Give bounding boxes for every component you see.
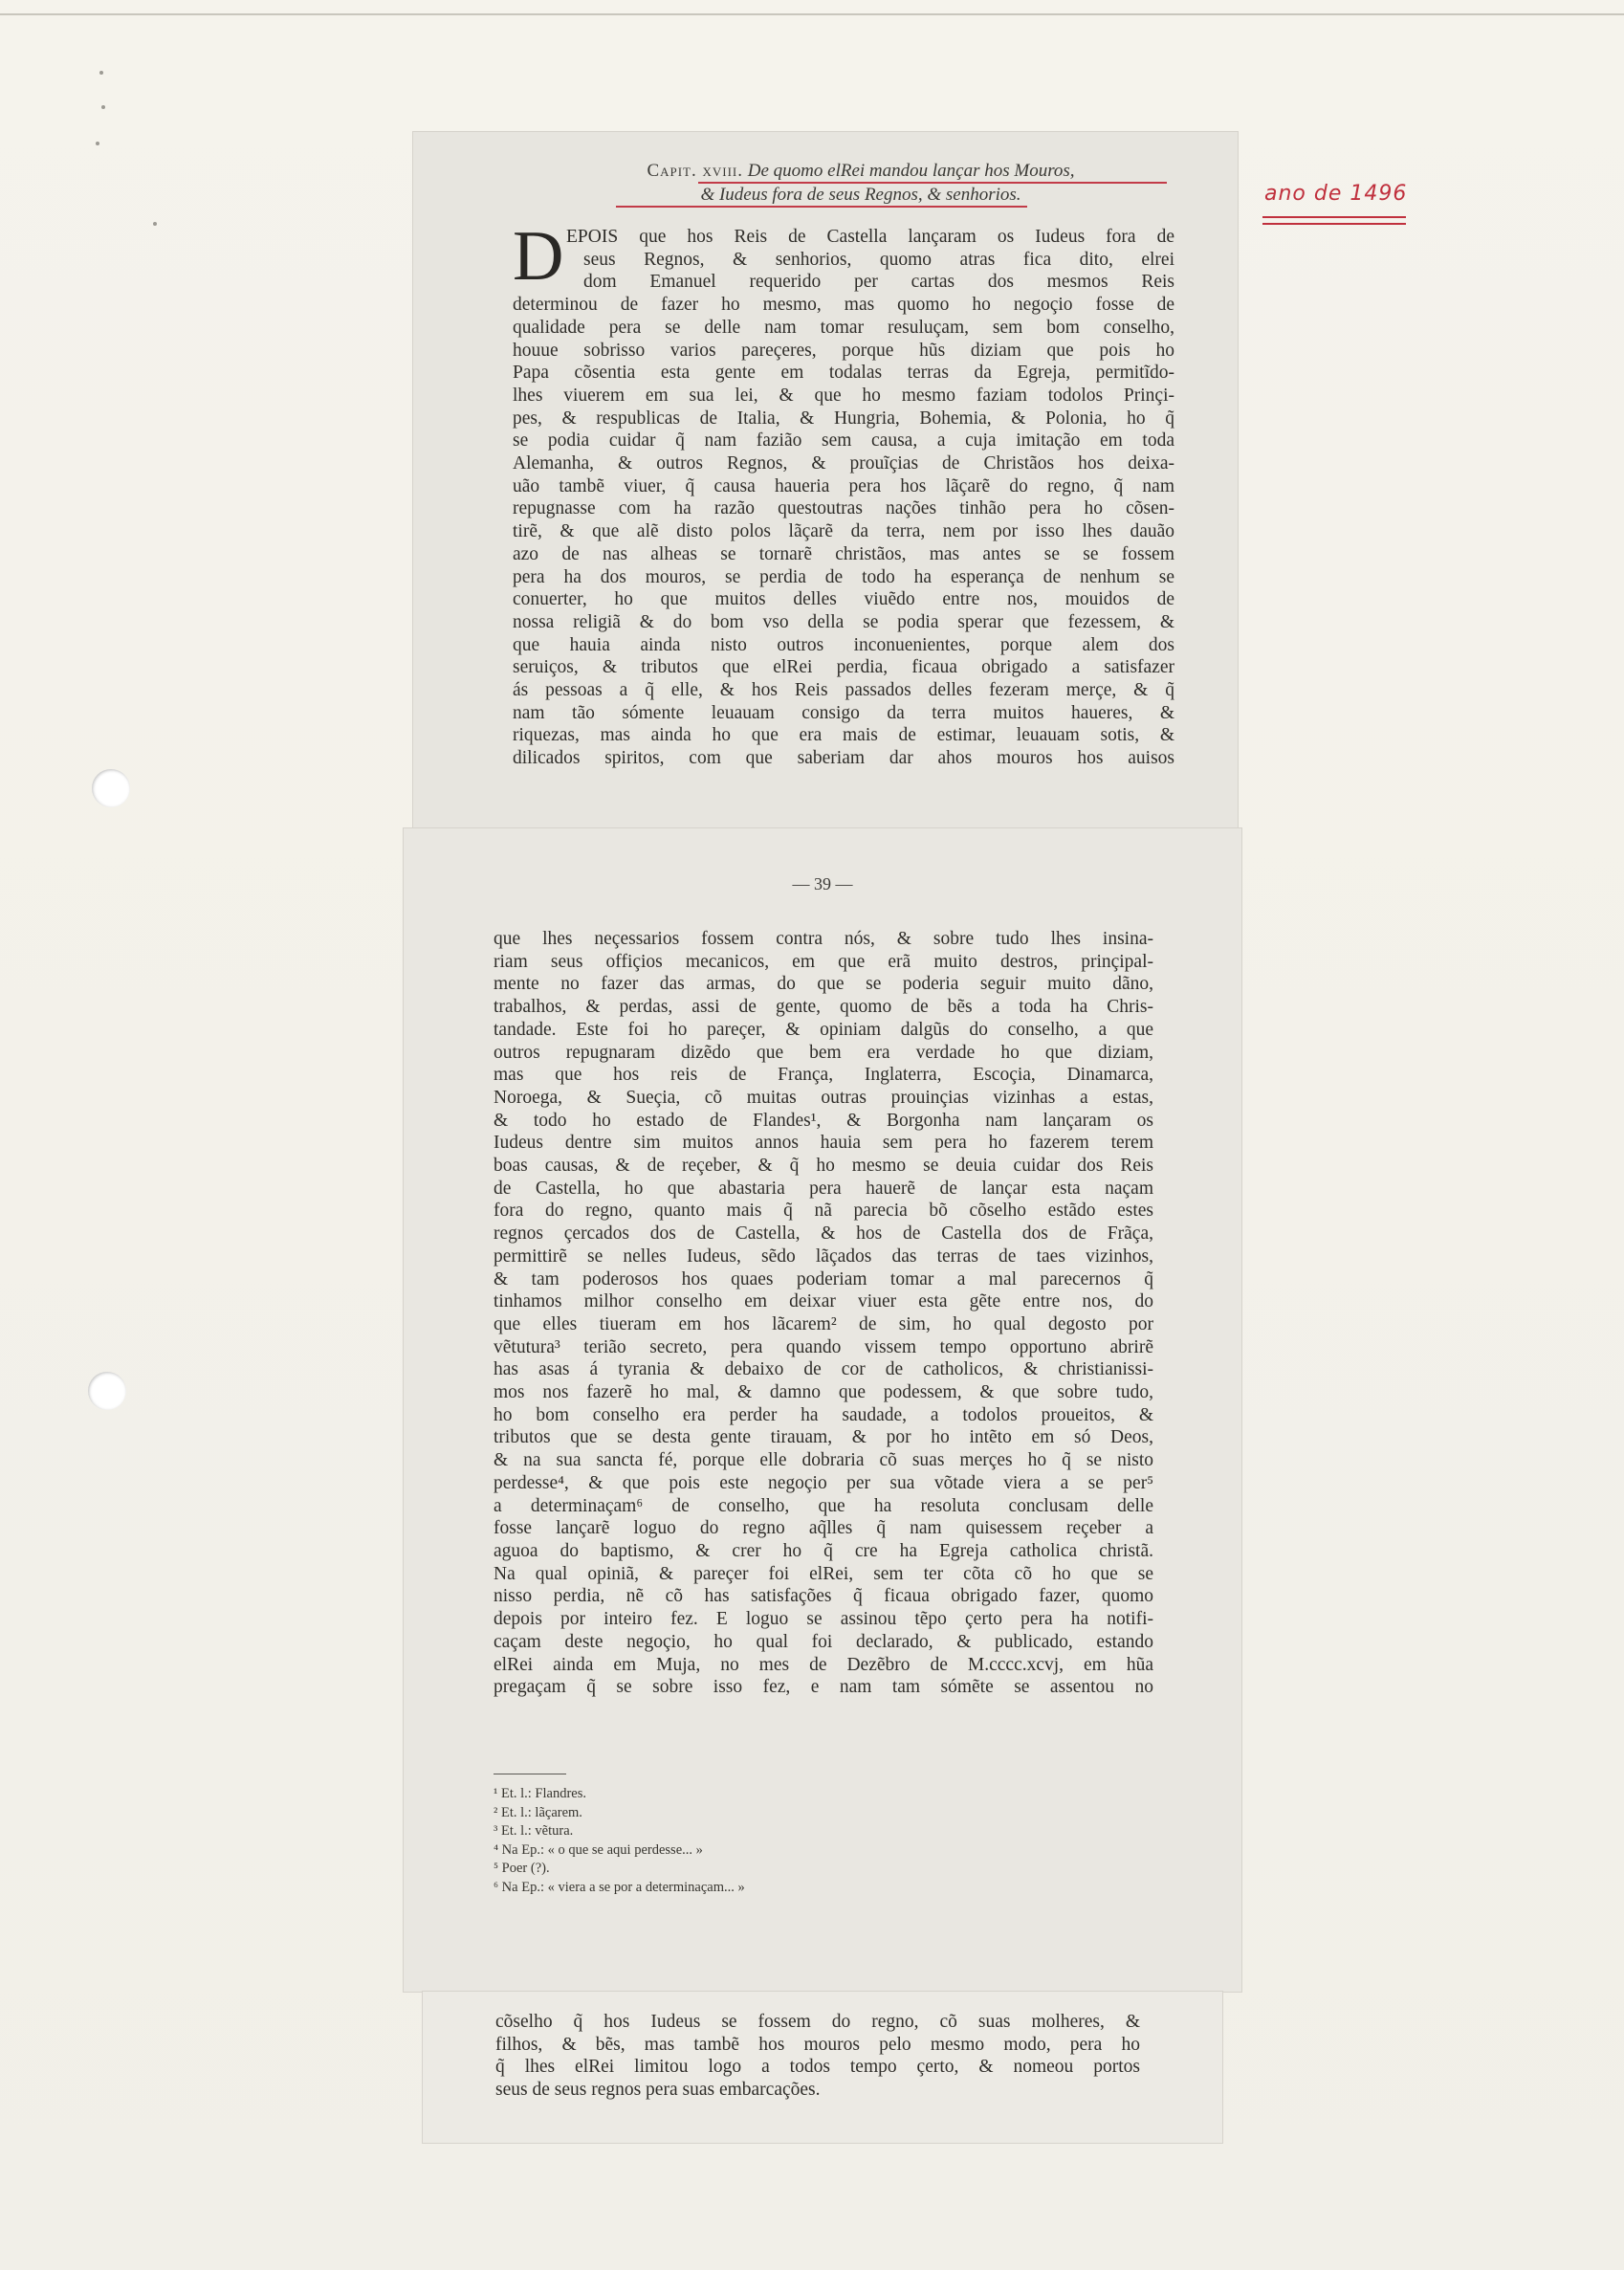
text-line: pregaçam q̃ se sobre isso fez, e nam tam sómẽte se assentou no — [494, 1677, 1153, 1698]
text-line: Na qual opiniã, & pareçer foi elRei, sem ter cõta cõ ho que se — [494, 1563, 1153, 1584]
text-line: Papa cõsentia esta gente em todalas terras da Egreja, permitĩdo- — [513, 363, 1174, 384]
text-line: tandade. Este foi ho pareçer, & opiniam dalgũs do conselho, a que — [494, 1019, 1153, 1040]
text-line: trabalhos, & perdas, assi de gente, quomo de bẽs a toda ha Chris- — [494, 997, 1153, 1018]
punch-hole — [88, 1372, 126, 1410]
text-line: fosse lançarẽ loguo do regno aq̃lles q̃ nam quisessem reçeber a — [494, 1518, 1153, 1539]
paper-speck — [99, 71, 103, 75]
text-line: vẽtutura³ terião secreto, pera quando vissem tempo opportuno abrirẽ — [494, 1336, 1153, 1357]
text-line: a determinaçam⁶ de conselho, que ha resoluta conclusam delle — [494, 1495, 1153, 1516]
chapter-label: Capit. xviii. — [647, 161, 744, 181]
text-line: Iudeus dentre sim muitos annos hauia sem pera ho fazerem terem — [494, 1133, 1153, 1154]
text-line: se podia cuidar q̃ nam fazião sem causa, a cuja imitação em toda — [513, 430, 1174, 452]
text-block-2 — [494, 928, 1153, 1699]
text-line: fora do regno, quanto mais q̃ nã parecia bõ cõselho estãdo estes — [494, 1201, 1153, 1222]
text-line: Noroega, & Sueçia, cõ muitas outras prouinçias vizinhas a estas, — [494, 1087, 1153, 1108]
footnote: ³ Et. l.: vẽtura. — [494, 1823, 574, 1839]
text-line: filhos, & bẽs, mas tambẽ hos mouros pelo mesmo modo, pera ho — [495, 2034, 1140, 2055]
text-line: nossa religiã & do bom vso della se podia sperar que fezessem, & — [513, 611, 1174, 632]
chapter-title-line-1: De quomo elRei mandou lançar hos Mouros, — [747, 161, 1075, 181]
text-line: outros repugnaram dizẽdo que bem era verdade ho que diziam, — [494, 1042, 1153, 1063]
text-line: seus Regnos, & senhorios, quomo atras fica dito, elrei — [583, 249, 1174, 270]
text-line: elRei ainda em Muja, no mes de Dezẽbro de M.cccc.xcvj, em hũa — [494, 1654, 1153, 1675]
chapter-title-line-2: & Iudeus fora de seus Regnos, & senhorios. — [700, 185, 1021, 205]
text-line: caçam deste negoçio, ho qual foi declarado, & publicado, estando — [494, 1631, 1153, 1652]
paper-speck — [153, 222, 157, 226]
text-line: pes, & respublicas de Italia, & Hungria, Bohemia, & Polonia, ho q̃ — [513, 408, 1174, 429]
footnote: ⁵ Poer (?). — [494, 1861, 550, 1876]
text-line: lhes viuerem em sua lei, & que ho mesmo faziam todolos Prinçi- — [513, 385, 1174, 406]
text-line: mente no fazer das armas, do que se poderia seguir muito dãno, — [494, 974, 1153, 995]
text-line: repugnasse com ha razão questoutras nações tinhão pera ho cõsen- — [513, 498, 1174, 519]
title-underline — [616, 206, 1027, 208]
chapter-heading — [555, 159, 1167, 207]
text-line: EPOIS que hos Reis de Castella lançaram os Iudeus fora de — [566, 227, 1174, 247]
text-line: tinhamos milhor conselho em deixar viuer esta gẽte entre nos, do — [494, 1291, 1153, 1312]
footnotes — [494, 1785, 972, 1897]
text-line: riam seus offiçios mecanicos, em que erã muito destros, prinçipal- — [494, 951, 1153, 972]
text-line: mos nos fazerẽ ho mal, & damno que podessem, & que sobre tudo, — [494, 1382, 1153, 1403]
text-line: ho bom conselho era perder ha saudade, a todolos proueitos, & — [494, 1404, 1153, 1425]
text-line: dilicados spiritos, com que saberiam dar ahos mouros hos auisos — [513, 748, 1174, 769]
paper-speck — [101, 105, 105, 109]
text-line: cõselho q̃ hos Iudeus se fossem do regno, cõ suas molheres, & — [495, 2012, 1140, 2032]
footnote: ¹ Et. l.: Flandres. — [494, 1786, 586, 1801]
text-line: azo de nas alheas se tornarẽ christãos, mas antes se se fossem — [513, 543, 1174, 564]
text-line: nam tão sómente leuauam consigo da terra muitos haueres, & — [513, 702, 1174, 723]
text-line: q̃ lhes elRei limitou logo a todos tempo çerto, & nomeou portos — [495, 2057, 1140, 2078]
footnote: ⁴ Na Ep.: « o que se aqui perdesse... » — [494, 1841, 703, 1858]
paper-speck — [96, 142, 99, 145]
text-line: dom Emanuel requerido per cartas dos mesmos Reis — [583, 272, 1174, 293]
punch-hole — [92, 769, 130, 807]
text-line: tributos que se desta gente tirauam, & por ho intẽto em só Deos, — [494, 1427, 1153, 1448]
text-line: mas que hos reis de França, Inglaterra, Escoçia, Dinamarca, — [494, 1065, 1153, 1086]
text-line: qualidade pera se delle nam tomar resuluçam, sem bom conselho, — [513, 317, 1174, 338]
text-line: nisso perdia, nẽ cõ has satisfações q̃ ficaua obrigado fazer, quomo — [494, 1586, 1153, 1607]
text-block-1 — [513, 217, 1174, 770]
footnote: ⁶ Na Ep.: « viera a se por a determinaçam... » — [494, 1879, 745, 1895]
text-line: boas causas, & de reçeber, & q̃ ho mesmo se deuia cuidar dos Reis — [494, 1156, 1153, 1177]
text-line: ás pessoas a q̃ elle, & hos Reis passados delles fezeram merçe, & q̃ — [513, 680, 1174, 701]
clipping-bottom — [423, 1992, 1222, 2143]
annotation-underline — [1262, 223, 1406, 225]
text-line: & na sua sancta fé, porque elle dobraria cõ suas merçes ho q̃ se nisto — [494, 1450, 1153, 1471]
annotation-underline — [1262, 216, 1406, 218]
text-line: & todo ho estado de Flandes¹, & Borgonha nam lançaram os — [494, 1110, 1153, 1131]
text-line: regnos çercados dos de Castella, & hos de Castella dos de Frãça, — [494, 1223, 1153, 1245]
text-line: que hauia ainda nisto outros inconuenientes, porque alem dos — [513, 634, 1174, 655]
text-line: Alemanha, & outros Regnos, & prouĩçias de Christãos hos deixa- — [513, 453, 1174, 474]
text-line: houue sobrisso varios pareçeres, porque hũs diziam que pois ho — [513, 340, 1174, 361]
text-line: riquezas, mas ainda ho que era mais de estimar, leuauam sotis, & — [513, 725, 1174, 746]
text-line: uão tambẽ viuer, q̃ causa haueria pera hos lãçarẽ do regno, q̃ nam — [513, 475, 1174, 496]
title-underline — [698, 182, 1167, 184]
text-line: conuerter, ho que muitos delles viuẽdo entre nos, mouidos de — [513, 589, 1174, 610]
text-line: que elles tiueram em hos lãcarem² de sim, ho qual degosto por — [494, 1313, 1153, 1334]
text-line: que lhes neçessarios fossem contra nós, & sobre tudo lhes insina- — [494, 929, 1153, 949]
clipping-top — [413, 132, 1238, 828]
text-line: determinou de fazer ho mesmo, mas quomo ho negoçio fosse de — [513, 295, 1174, 316]
drop-cap: D — [513, 217, 564, 296]
text-line: pera ha dos mouros, se perdia de todo ha esperança de nenhum se — [513, 566, 1174, 587]
text-block-3 — [495, 2011, 1140, 2102]
text-line: perdesse⁴, & que pois este negoçio per sua võtade viera a se per⁵ — [494, 1472, 1153, 1493]
text-line: permittirẽ se nelles Iudeus, sẽdo lãçados das terras de taes vizinhos, — [494, 1245, 1153, 1267]
clipping-middle — [404, 828, 1241, 1992]
page-number: — 39 — — [792, 874, 853, 893]
text-line: seruiços, & tributos que elRei perdia, ficaua obrigado a satisfazer — [513, 657, 1174, 678]
text-line: seus de seus regnos pera suas embarcações. — [495, 2080, 821, 2101]
text-line: de Castella, ho que abastaria pera hauerẽ de lançar esta naçam — [494, 1178, 1153, 1199]
text-line: & tam poderosos hos quaes poderiam tomar a mal parecernos q̃ — [494, 1268, 1153, 1289]
margin-annotation: ano de 1496 — [1264, 182, 1408, 206]
text-line: has asas á tyrania & debaixo de cor de catholicos, & christianissi- — [494, 1359, 1153, 1380]
text-line: aguoa do baptismo, & crer ho q̃ cre ha Egreja catholica christã. — [494, 1540, 1153, 1561]
footnote: ² Et. l.: lãçarem. — [494, 1804, 582, 1820]
top-edge-rule — [0, 13, 1624, 15]
text-line: depois por inteiro fez. E loguo se assinou tẽpo çerto pera ha notifi- — [494, 1609, 1153, 1630]
text-line: tirẽ, & que alẽ disto polos lãçarẽ da terra, nem por isso lhes dauão — [513, 521, 1174, 542]
